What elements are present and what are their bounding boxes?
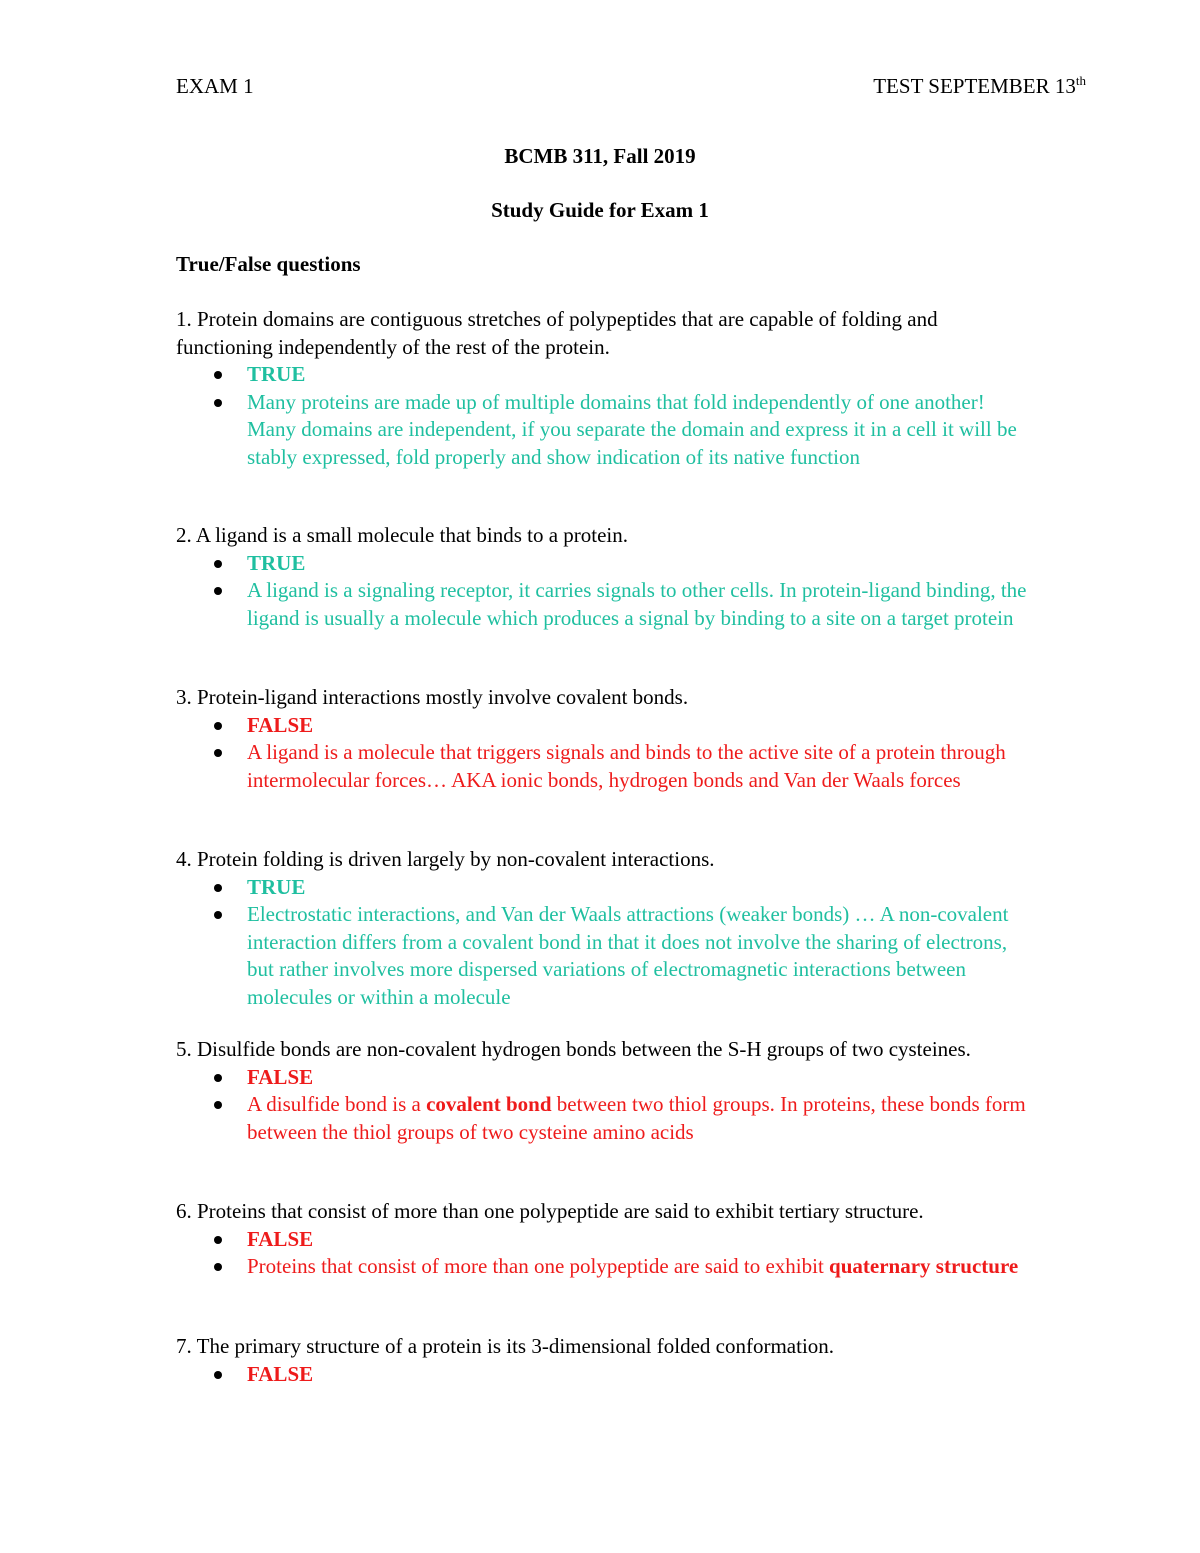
bullet-icon (214, 1074, 222, 1082)
answer-verdict (176, 712, 1036, 740)
bullet-icon (214, 371, 222, 379)
question-3 (176, 684, 1036, 794)
verdict-text: TRUE (247, 874, 306, 899)
bullet-icon (214, 911, 222, 919)
question-2 (176, 522, 1036, 632)
course-title: BCMB 311, Fall 2019 (504, 144, 696, 168)
answer-verdict (176, 874, 1036, 902)
bullet-icon (214, 1263, 222, 1271)
question-text: 3. Protein-ligand interactions mostly involve covalent bonds. (176, 685, 689, 709)
answer-list (176, 361, 1036, 471)
verdict-text: FALSE (247, 1226, 314, 1251)
explanation-text: Electrostatic interactions, and Van der Waals attractions (weaker bonds) … A non-covalent interaction differs from a covalent bond in that it does not involve the sharing of electrons, but rather involves more dispersed variations of electromagnetic interactions between molecules or within a molecule (247, 902, 1009, 1009)
explanation-text: A ligand is a molecule that triggers signals and binds to the active site of a protein through intermolecular forces… AKA ionic bonds, hydrogen bonds and Van der Waals forces (247, 740, 1006, 792)
answer-list (176, 550, 1036, 633)
header-exam-label: EXAM 1 (176, 74, 254, 98)
verdict-text: TRUE (247, 362, 306, 386)
question-4 (176, 846, 1036, 1011)
bullet-icon (214, 1236, 222, 1244)
answer-explanation (176, 1091, 1036, 1146)
section-title: True/False questions (176, 252, 361, 276)
answer-verdict (176, 550, 1036, 578)
bullet-icon (214, 1101, 222, 1109)
answer-list (176, 874, 1036, 1012)
bullet-icon (214, 399, 222, 407)
explanation-text-bold: covalent bond (426, 1092, 552, 1116)
question-text: 7. The primary structure of a protein is its 3-dimensional folded conformation. (176, 1334, 835, 1358)
bullet-icon (214, 884, 222, 892)
question-text: 6. Proteins that consist of more than one polypeptide are said to exhibit tertiary structure. (176, 1199, 924, 1223)
verdict-text: FALSE (247, 1064, 314, 1089)
bullet-icon (214, 587, 222, 595)
explanation-text-after: between two thiol groups. In proteins, these bonds form between the thiol groups of two cysteine amino acids (247, 1092, 1026, 1144)
answer-list (176, 1226, 1036, 1281)
question-text: 5. Disulfide bonds are non-covalent hydrogen bonds between the S-H groups of two cysteines. (176, 1037, 971, 1061)
verdict-text: FALSE (247, 1361, 314, 1386)
question-6 (176, 1198, 1036, 1281)
answer-explanation (176, 1253, 1036, 1281)
answer-explanation (176, 389, 1036, 472)
verdict-text: TRUE (247, 550, 306, 575)
explanation-text: Many proteins are made up of multiple domains that fold independently of one another! Many domains are independent, if you separate the domain and express it in a cell it will be stably expressed, fold properly and show indication of its native function (247, 389, 1017, 469)
question-text: 1. Protein domains are contiguous stretches of polypeptides that are capable of folding and functioning independently of the rest of the protein. (176, 307, 938, 359)
question-text: 4. Protein folding is driven largely by non-covalent interactions. (176, 847, 715, 871)
question-text: 2. A ligand is a small molecule that binds to a protein. (176, 523, 629, 547)
guide-title: Study Guide for Exam 1 (491, 198, 709, 222)
bullet-icon (214, 560, 222, 568)
explanation-text-before: Proteins that consist of more than one polypeptide are said to exhibit (247, 1254, 830, 1278)
header-test-date-suffix: th (1075, 73, 1086, 88)
header-test-date-text: TEST SEPTEMBER 13 (873, 74, 1076, 98)
answer-explanation (176, 577, 1036, 632)
question-7 (176, 1333, 1036, 1388)
explanation-text-before: A disulfide bond is a (247, 1092, 427, 1116)
answer-verdict (176, 1064, 1036, 1092)
answer-explanation (176, 739, 1036, 794)
question-1 (176, 306, 1036, 471)
answer-verdict (176, 361, 1036, 389)
bullet-icon (214, 749, 222, 757)
bullet-icon (214, 1371, 222, 1379)
verdict-text: FALSE (247, 712, 314, 737)
answer-explanation (176, 901, 1036, 1011)
header-test-date (873, 74, 1086, 99)
answer-verdict (176, 1361, 1036, 1389)
explanation-text-bold: quaternary structure (829, 1254, 1019, 1278)
answer-list (176, 712, 1036, 795)
bullet-icon (214, 722, 222, 730)
answer-list (176, 1064, 1036, 1147)
answer-verdict (176, 1226, 1036, 1254)
answer-list (176, 1361, 1036, 1389)
question-5 (176, 1036, 1036, 1146)
explanation-text: A ligand is a signaling receptor, it carries signals to other cells. In protein-ligand binding, the ligand is usually a molecule which produces a signal by binding to a site on a target protein (247, 578, 1027, 630)
